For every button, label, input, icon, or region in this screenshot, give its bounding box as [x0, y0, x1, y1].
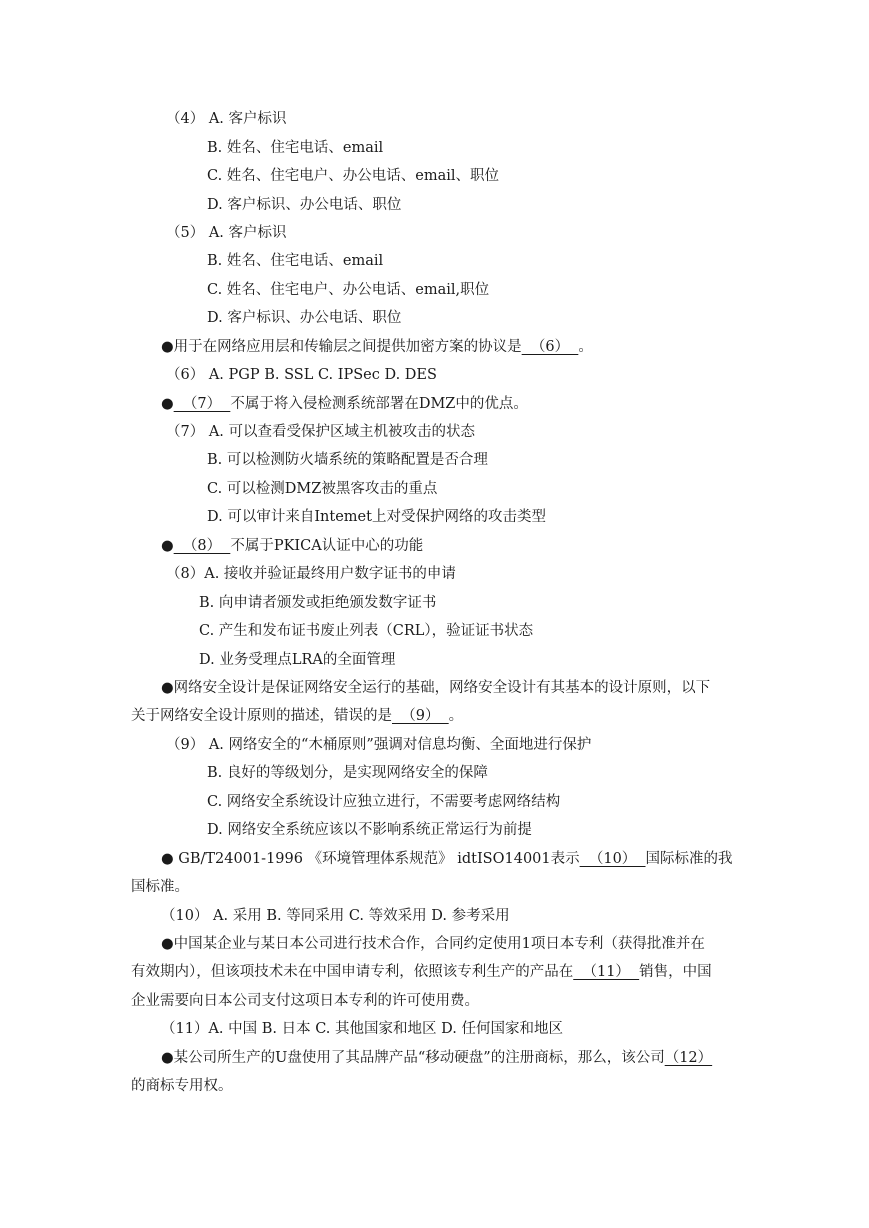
- q7-question-text: 不属于将入侵检测系统部署在DMZ中的优点。: [230, 396, 528, 412]
- q7-option-c: C. 可以检测DMZ被黑客攻击的重点: [207, 481, 438, 497]
- q10-question-line1: [161, 849, 733, 869]
- q11-question-text-end: 销售，中国: [639, 964, 712, 980]
- q8-bullet: ●: [161, 538, 174, 554]
- q6-question: [161, 337, 593, 357]
- q6-question-end: 。: [578, 339, 593, 355]
- q10-question-text-end: 国际标准的我: [645, 851, 733, 867]
- q5-option-b: B. 姓名、住宅电话、email: [207, 253, 384, 269]
- q7-option-d: D. 可以审计来自Intemet上对受保护网络的攻击类型: [207, 509, 546, 525]
- q4-option-a: （4） A. 客户标识: [166, 111, 287, 127]
- q9-option-a: （9） A. 网络安全的“木桶原则”强调对信息均衡、全面地进行保护: [166, 737, 592, 753]
- q11-options: （11）A. 中国 B. 日本 C. 其他国家和地区 D. 任何国家和地区: [161, 1021, 563, 1037]
- q8-option-b: B. 向申请者颁发或拒绝颁发数字证书: [199, 595, 437, 611]
- q11-question-line3: 企业需要向日本公司支付这项日本专利的许可使用费。: [131, 993, 479, 1009]
- q12-question-line1: [161, 1048, 712, 1068]
- q9-question-end: 。: [448, 708, 464, 724]
- q7-option-b: B. 可以检测防火墙系统的策略配置是否合理: [207, 452, 488, 468]
- q5-option-d: D. 客户标识、办公电话、职位: [207, 310, 402, 326]
- q4-option-d: D. 客户标识、办公电话、职位: [207, 197, 402, 213]
- q12-question-text: ●某公司所生产的U盘使用了其品牌产品“移动硬盘”的注册商标，那么，该公司: [161, 1050, 665, 1066]
- q6-question-text: ●用于在网络应用层和传输层之间提供加密方案的协议是: [161, 339, 522, 355]
- q12-blank: （12）: [664, 1050, 713, 1066]
- q4-option-c: C. 姓名、住宅电户、办公电话、email、职位: [207, 168, 500, 184]
- q11-question-line2: [131, 962, 712, 982]
- q9-option-b: B. 良好的等级划分，是实现网络安全的保障: [207, 765, 488, 781]
- q8-question-text: 不属于PKICA认证中心的功能: [230, 538, 424, 554]
- q5-option-a: （5） A. 客户标识: [166, 225, 287, 241]
- q11-blank: （11）: [573, 964, 640, 980]
- q6-options: （6） A. PGP B. SSL C. IPSec D. DES: [166, 367, 437, 383]
- q8-option-c: C. 产生和发布证书废止列表（CRL），验证证书状态: [199, 623, 534, 639]
- q4-option-b: B. 姓名、住宅电话、email: [207, 140, 384, 156]
- q9-question-line1: ●网络安全设计是保证网络安全运行的基础，网络安全设计有其基本的设计原则，以下: [161, 680, 711, 696]
- q7-question: [161, 394, 528, 414]
- q9-blank: （9）: [392, 708, 449, 724]
- q10-blank: （10）: [579, 851, 646, 867]
- q10-options: （10） A. 采用 B. 等同采用 C. 等效采用 D. 参考采用: [161, 908, 510, 924]
- q10-question-text: ● GB/T24001-1996 《环境管理体系规范》 idtISO14001表示: [161, 851, 580, 867]
- q7-blank: （7）: [173, 396, 231, 412]
- q8-option-a: （8）A. 接收并验证最终用户数字证书的申请: [166, 566, 456, 582]
- q9-question-text: 关于网络安全设计原则的描述，错误的是: [131, 708, 392, 724]
- q9-option-c: C. 网络安全系统设计应独立进行，不需要考虑网络结构: [207, 794, 561, 810]
- q10-question-line2: 国标准。: [131, 879, 189, 895]
- q12-question-line2: 的商标专用权。: [131, 1078, 233, 1094]
- q6-blank: （6）: [521, 339, 579, 355]
- q11-question-text: 有效期内），但该项技术未在中国申请专利，依照该专利生产的产品在: [131, 964, 574, 980]
- q8-option-d: D. 业务受理点LRA的全面管理: [199, 652, 396, 668]
- q9-option-d: D. 网络安全系统应该以不影响系统正常运行为前提: [207, 822, 532, 838]
- q8-question: [161, 536, 423, 556]
- q11-question-line1: ●中国某企业与某日本公司进行技术合作，合同约定使用1项日本专利（获得批准并在: [161, 936, 705, 952]
- q8-blank: （8）: [173, 538, 231, 554]
- q9-question-line2: [131, 706, 463, 726]
- q7-bullet: ●: [161, 396, 174, 412]
- q5-option-c: C. 姓名、住宅电户、办公电话、email,职位: [207, 282, 490, 298]
- q7-option-a: （7） A. 可以查看受保护区域主机被攻击的状态: [166, 424, 476, 440]
